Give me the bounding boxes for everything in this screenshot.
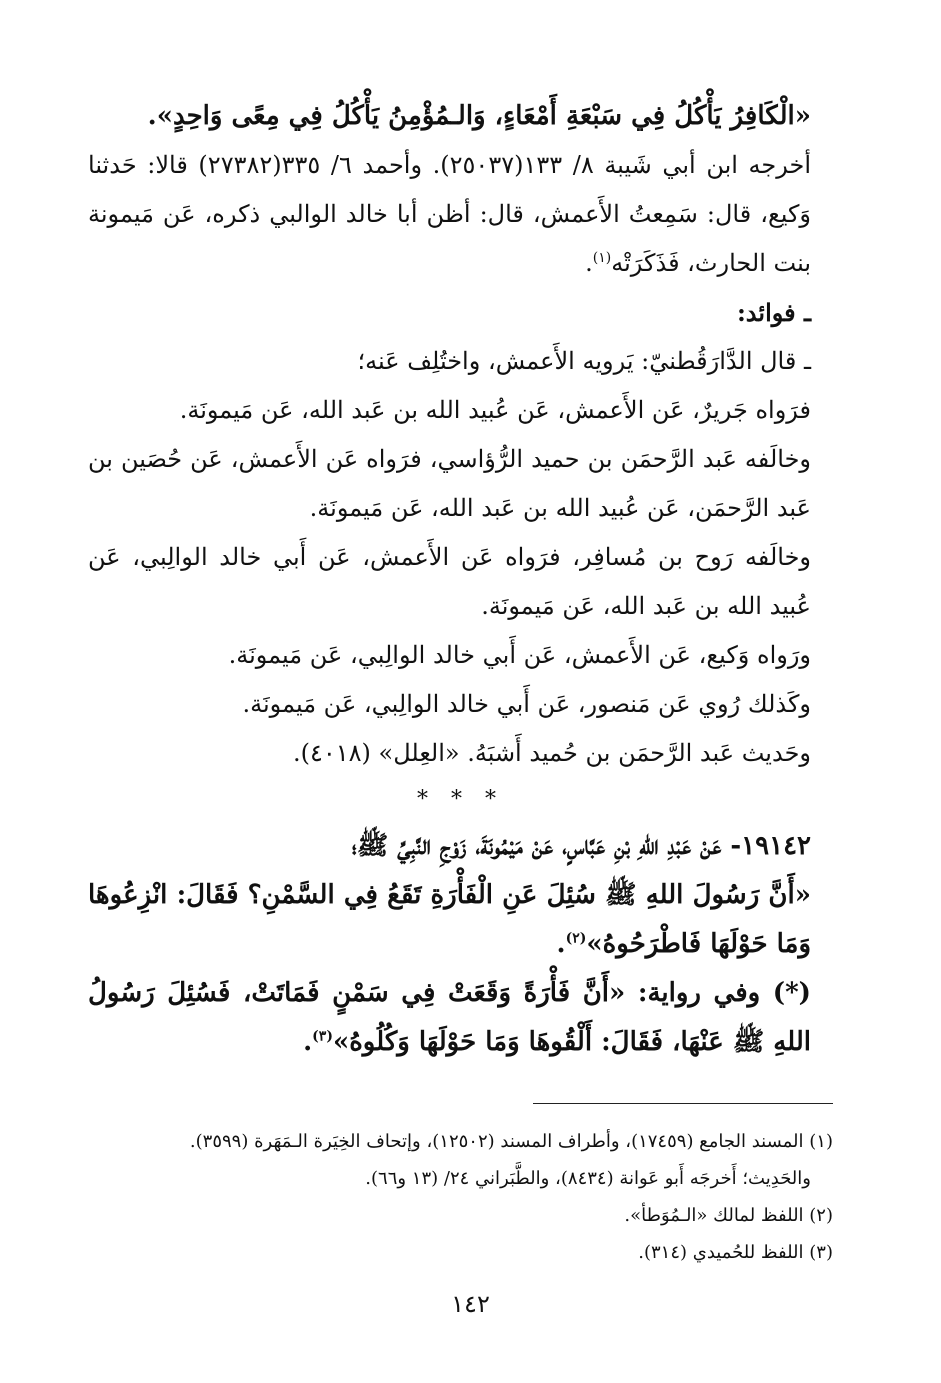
narration-variant-1: فرَواه جَريرٌ، عَن الأَعمش، عَن عُبيد الله بن عَبد الله، عَن مَيمونَة.: [179, 396, 811, 424]
hadith-19142-matn-text: «أَنَّ رَسُولَ اللهِ ﷺ سُئِلَ عَنِ الْفَأْرَةِ تَقَعُ فِي السَّمْنِ؟ فَقَالَ: انْزِعُوهَا وَمَا حَوْلَهَا فَاطْرَحُوهُ»: [88, 880, 811, 959]
narration-variant-2: وخالَفه عَبد الرَّحمَن بن حميد الرُّؤاسي، فرَواه عَن الأَعمش، عَن حُصَين بن عَبد الرَّحمَن، عَن عُبيد الله بن عَبد الله، عَن مَيمونَة.: [88, 445, 811, 522]
footnote-1: (١) المسند الجامع (١٧٤٥٩)، وأطراف المسند (١٢٥٠٢)، وإتحاف الخِيَرة الـمَهَرة (٣٥٩٩).: [189, 1131, 833, 1152]
hadith-19142-variant-text: (*) وفي رواية: «أَنَّ فَأْرَةً وَقَعَتْ فِي سَمْنٍ فَمَاتَتْ، فَسُئِلَ رَسُولُ اللهِ ﷺ عَنْهَا، فَقَالَ: أَلْقُوهَا وَمَا حَوْلَهَا وَكُلُوهُ»: [88, 978, 811, 1057]
page-number: ١٤٢: [451, 1290, 490, 1318]
takhrij-paragraph: أخرجه ابن أبي شَيبة ٨/ ١٣٣(٢٥٠٣٧). وأحمد ٦/ ٣٣٥(٢٧٣٨٢) قالا: حَدثنا وَكيع، قال: سَمِعتُ الأَعمش، قال: أظن أبا خالد الوالبي ذكره، عَن مَيمونة بنت الحارث، فَذَكَرَتْه$^{(١)}$.: [88, 151, 811, 277]
footnote-ref-3: (٣): [312, 1028, 333, 1045]
narration-variant-3: وخالَفه رَوح بن مُسافِر، فرَواه عَن الأَعمش، عَن أَبي خالد الوالِبي، عَن عُبيد الله بن عَبد الله، عَن مَيمونَة.: [88, 543, 812, 620]
takhrij-text: أخرجه ابن أبي شَيبة ٨/ ١٣٣(٢٥٠٣٧). وأحمد ٦/ ٣٣٥(٢٧٣٨٢) قالا: حَدثنا وَكيع، قال: سَمِعتُ الأَعمش، قال: أظن أبا خالد الوالبي ذكره، عَن مَيمونة بنت الحارث، فَذَكَرَتْه: [88, 151, 811, 277]
daraqutni-intro: ـ قال الدَّارَقُطنيّ: يَرويه الأَعمش، واختُلِف عَنه؛: [357, 347, 811, 375]
ilal-conclusion: وحَديث عَبد الرَّحمَن بن حُميد أَشبَهُ. «العِلل» (٤٠١٨).: [292, 739, 811, 767]
footnote-3: (٣) اللفظ للحُميدي (٣١٤).: [638, 1242, 833, 1263]
footnote-ref-2: (٢): [565, 930, 587, 947]
narration-variant-5: وكَذلك رُوي عَن مَنصور، عَن أَبي خالد الوالِبي، عَن مَيمونَة.: [242, 690, 811, 718]
hadith-text-line: «الْكَافِرُ يَأْكُلُ فِي سَبْعَةِ أَمْعَاءٍ، وَالـمُؤْمِنُ يَأْكُلُ فِي مِعًى وَاحِدٍ».: [147, 101, 811, 131]
footnote-2: (٢) اللفظ لمالك «الـمُوَطأ».: [624, 1205, 833, 1226]
hadith-19142-variant: (*) وفي رواية: «أَنَّ فَأْرَةً وَقَعَتْ فِي سَمْنٍ فَمَاتَتْ، فَسُئِلَ رَسُولُ اللهِ ﷺ عَنْهَا، فَقَالَ: أَلْقُوهَا وَمَا حَوْلَهَا وَكُلُوهُ»$^{(٣)}$.: [88, 978, 811, 1057]
narration-variant-4: ورَواه وَكيع، عَن الأَعمش، عَن أَبي خالد الوالِبي، عَن مَيمونَة.: [228, 641, 811, 669]
page-body: [88, 92, 833, 1067]
footnote-list: [128, 1103, 833, 1271]
footnote-divider: [533, 1103, 833, 1104]
hadith-19142-isnad: ١٩١٤٢- عَنْ عَبْدِ اللهِ بْنِ عَبَّاسٍ، عَنْ مَيْمُونَةَ، زَوْجِ النَّبِيِّ ﷺ؛: [351, 831, 811, 861]
benefits-heading: ـ فوائد:: [736, 298, 811, 327]
footnote-ref-1: (١): [592, 250, 612, 266]
hadith-19142-matn: «أَنَّ رَسُولَ اللهِ ﷺ سُئِلَ عَنِ الْفَأْرَةِ تَقَعُ فِي السَّمْنِ؟ فَقَالَ: انْزِعُوهَا وَمَا حَوْلَهَا فَاطْرَحُوهُ»$^{(٢)}$.: [88, 880, 811, 959]
footnote-1-continuation: والحَدِيث؛ أَخرجَه أَبو عَوانة (٨٤٣٤)، والطَّبَراني ٢٤/ (١٣ و٦٦).: [365, 1168, 811, 1189]
section-divider-stars: * * *: [417, 787, 504, 812]
footnotes-section: [128, 1103, 833, 1271]
